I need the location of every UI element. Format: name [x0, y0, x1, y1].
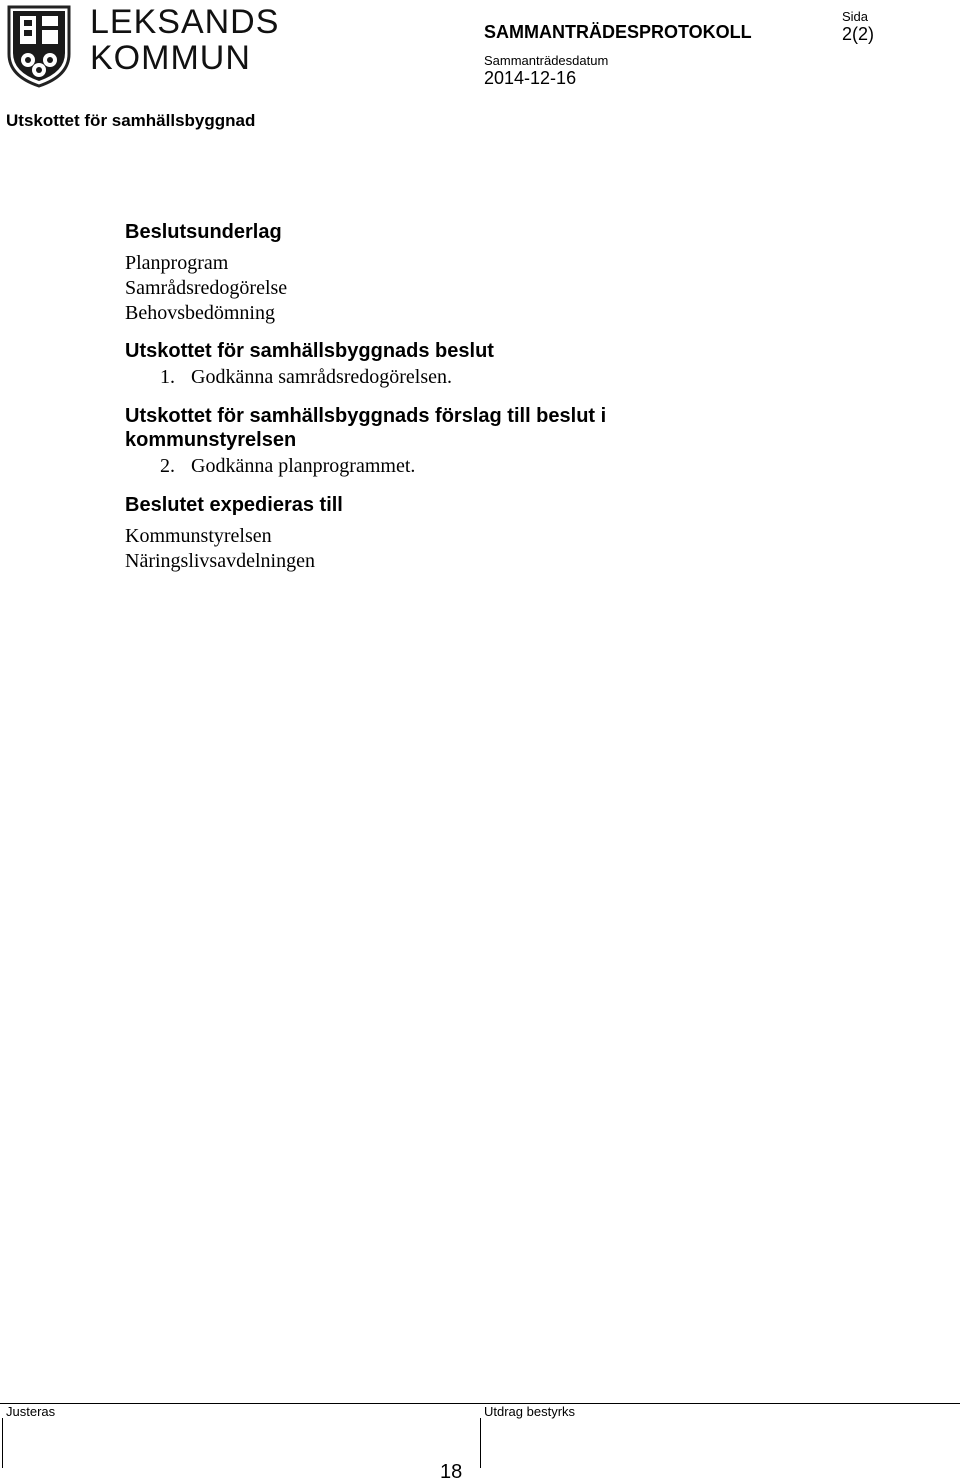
coat-of-arms-icon	[6, 4, 72, 88]
committee-name: Utskottet för samhällsbyggnad	[6, 111, 256, 130]
basis-item: Planprogram	[125, 252, 229, 274]
decision-item-number: 1.	[160, 366, 175, 388]
decision-item-text: Godkänna samrådsredogörelsen.	[191, 366, 453, 388]
page-value: 2(2)	[842, 24, 875, 44]
proposal-item-number: 2.	[160, 455, 175, 477]
basis-heading: Beslutsunderlag	[125, 221, 282, 243]
footer-extract-certified-label: Utdrag bestyrks	[484, 1404, 576, 1419]
organization-name-line1: LEKSANDS	[90, 3, 280, 41]
proposal-item-text: Godkänna planprogrammet.	[191, 455, 416, 477]
organization-name	[90, 4, 279, 76]
decision-heading: Utskottet för samhällsbyggnads beslut	[125, 340, 494, 362]
distribution-item: Näringslivsavdelningen	[125, 550, 315, 572]
decision-item	[160, 365, 905, 390]
proposal-heading-line2: kommunstyrelsen	[125, 429, 297, 451]
document-type: SAMMANTRÄDESPROTOKOLL	[484, 22, 752, 42]
proposal-heading-line1: Utskottet för samhällsbyggnads förslag till beslut i	[125, 405, 607, 427]
basis-item: Behovsbedömning	[125, 302, 275, 324]
page-number: 18	[440, 1461, 463, 1483]
basis-item: Samrådsredogörelse	[125, 277, 288, 299]
page-label: Sida	[842, 9, 869, 24]
meeting-date-label: Sammanträdesdatum	[484, 53, 609, 68]
footer-signature-box-right	[480, 1418, 481, 1468]
protocol-content	[125, 220, 905, 574]
distribution-item: Kommunstyrelsen	[125, 525, 272, 547]
organization-name-line2: KOMMUN	[90, 39, 251, 77]
footer-signature-box-left	[2, 1418, 3, 1468]
footer-justeras-label: Justeras	[6, 1404, 56, 1419]
footer-divider	[0, 1403, 960, 1404]
distribution-heading: Beslutet expedieras till	[125, 494, 343, 516]
meeting-date-value: 2014-12-16	[484, 68, 577, 88]
proposal-item	[160, 454, 905, 479]
